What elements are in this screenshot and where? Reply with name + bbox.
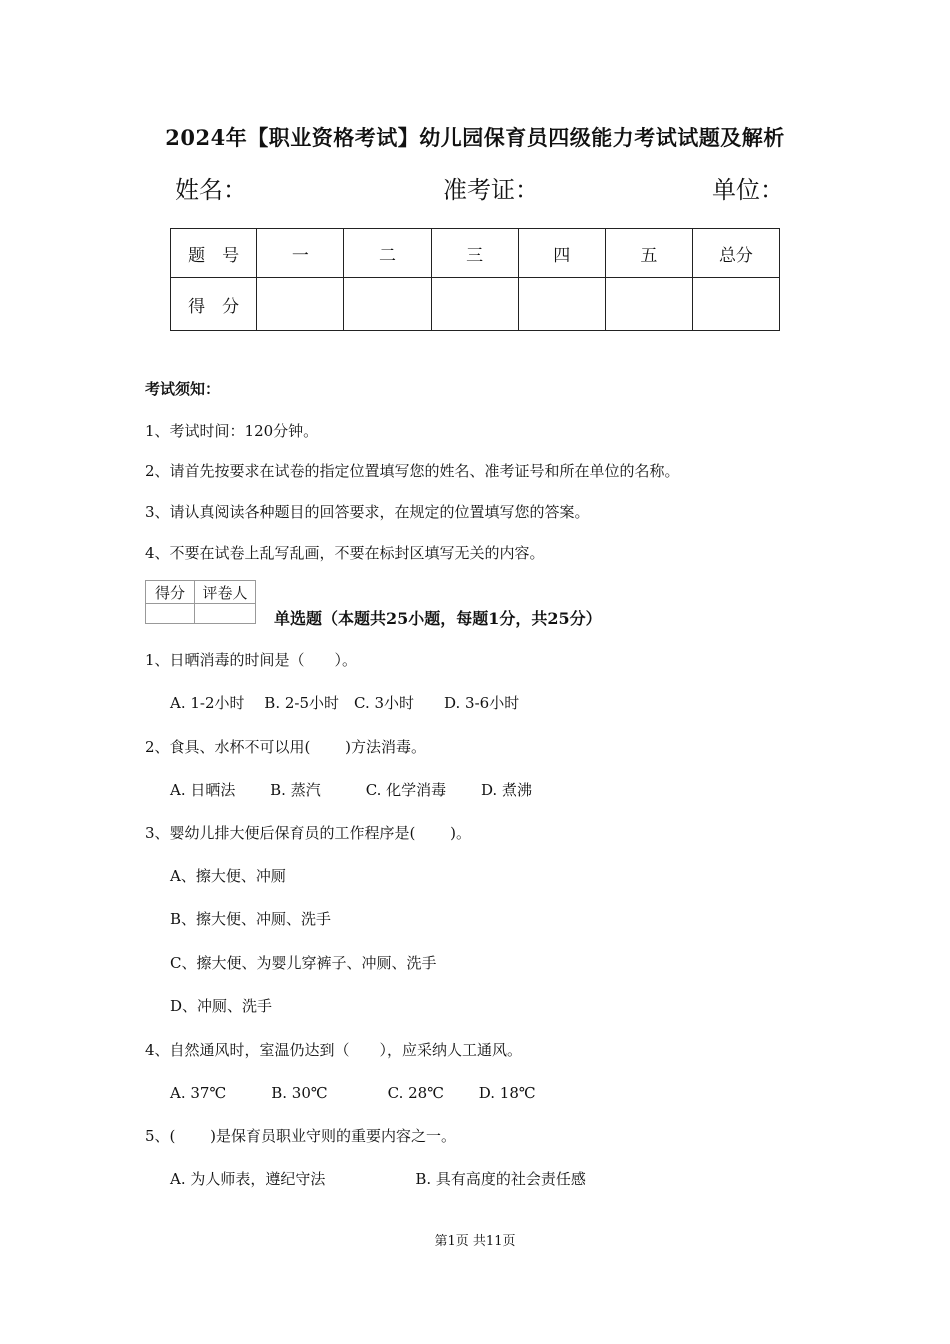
question-option: C、擦大便、为婴儿穿裤子、冲厕、洗手 (170, 954, 437, 972)
score-header-cell: 总分 (692, 229, 779, 278)
name-label: 姓名： (175, 176, 247, 204)
question-text: 1、日晒消毒的时间是（ ）。 (145, 651, 358, 669)
grader-name-label: 评卷人 (195, 581, 256, 604)
score-table-header-row (171, 229, 780, 278)
exam-number-label: 准考证： (443, 176, 539, 204)
notice-heading: 考试须知： (145, 380, 221, 398)
score-row-label: 得 分 (171, 278, 257, 331)
notice-item: 3、请认真阅读各种题目的回答要求，在规定的位置填写您的答案。 (145, 503, 590, 521)
score-cell[interactable] (605, 278, 692, 331)
question-text: 2、食具、水杯不可以用( )方法消毒。 (145, 738, 427, 756)
candidate-info-row (175, 170, 785, 204)
question-option: A、擦大便、冲厕 (170, 867, 286, 885)
question-option: B、擦大便、冲厕、洗手 (170, 910, 332, 928)
unit-label: 单位： (712, 176, 784, 204)
page-footer: 第1页 共11页 (434, 1234, 516, 1249)
question-text: 3、婴幼儿排大便后保育员的工作程序是( )。 (145, 824, 472, 842)
question-options: A. 为人师表，遵纪守法 B. 具有高度的社会责任感 (170, 1170, 586, 1188)
score-header-cell: 四 (518, 229, 605, 278)
score-cell[interactable] (692, 278, 779, 331)
notice-item: 2、请首先按要求在试卷的指定位置填写您的姓名、准考证号和所在单位的名称。 (145, 462, 680, 480)
score-cell[interactable] (344, 278, 431, 331)
grader-name-cell[interactable] (195, 604, 256, 624)
score-table (170, 228, 780, 331)
score-header-cell: 五 (605, 229, 692, 278)
grader-score-cell[interactable] (146, 604, 195, 624)
score-table-score-row (171, 278, 780, 331)
notice-item: 4、不要在试卷上乱写乱画，不要在标封区填写无关的内容。 (145, 544, 545, 562)
score-header-cell: 题 号 (171, 229, 257, 278)
section-title: 单选题（本题共25小题，每题1分，共25分） (274, 609, 602, 628)
page-title: 2024年【职业资格考试】幼儿园保育员四级能力考试试题及解析 (165, 125, 785, 150)
question-options: A. 日晒法 B. 蒸汽 C. 化学消毒 D. 煮沸 (170, 781, 532, 799)
score-header-cell: 一 (257, 229, 344, 278)
score-cell[interactable] (257, 278, 344, 331)
question-option: D、冲厕、洗手 (170, 997, 273, 1015)
question-text: 4、自然通风时，室温仍达到（ ），应采纳人工通风。 (145, 1041, 523, 1059)
grader-score-label: 得分 (146, 581, 195, 604)
question-options: A. 37℃ B. 30℃ C. 28℃ D. 18℃ (170, 1084, 536, 1102)
score-header-cell: 二 (344, 229, 431, 278)
grader-box (145, 580, 256, 624)
question-options: A. 1-2小时 B. 2-5小时 C. 3小时 D. 3-6小时 (170, 694, 520, 712)
score-cell[interactable] (431, 278, 518, 331)
notice-item: 1、考试时间：120分钟。 (145, 422, 319, 440)
score-cell[interactable] (518, 278, 605, 331)
score-header-cell: 三 (431, 229, 518, 278)
question-text: 5、( )是保育员职业守则的重要内容之一。 (145, 1127, 457, 1145)
